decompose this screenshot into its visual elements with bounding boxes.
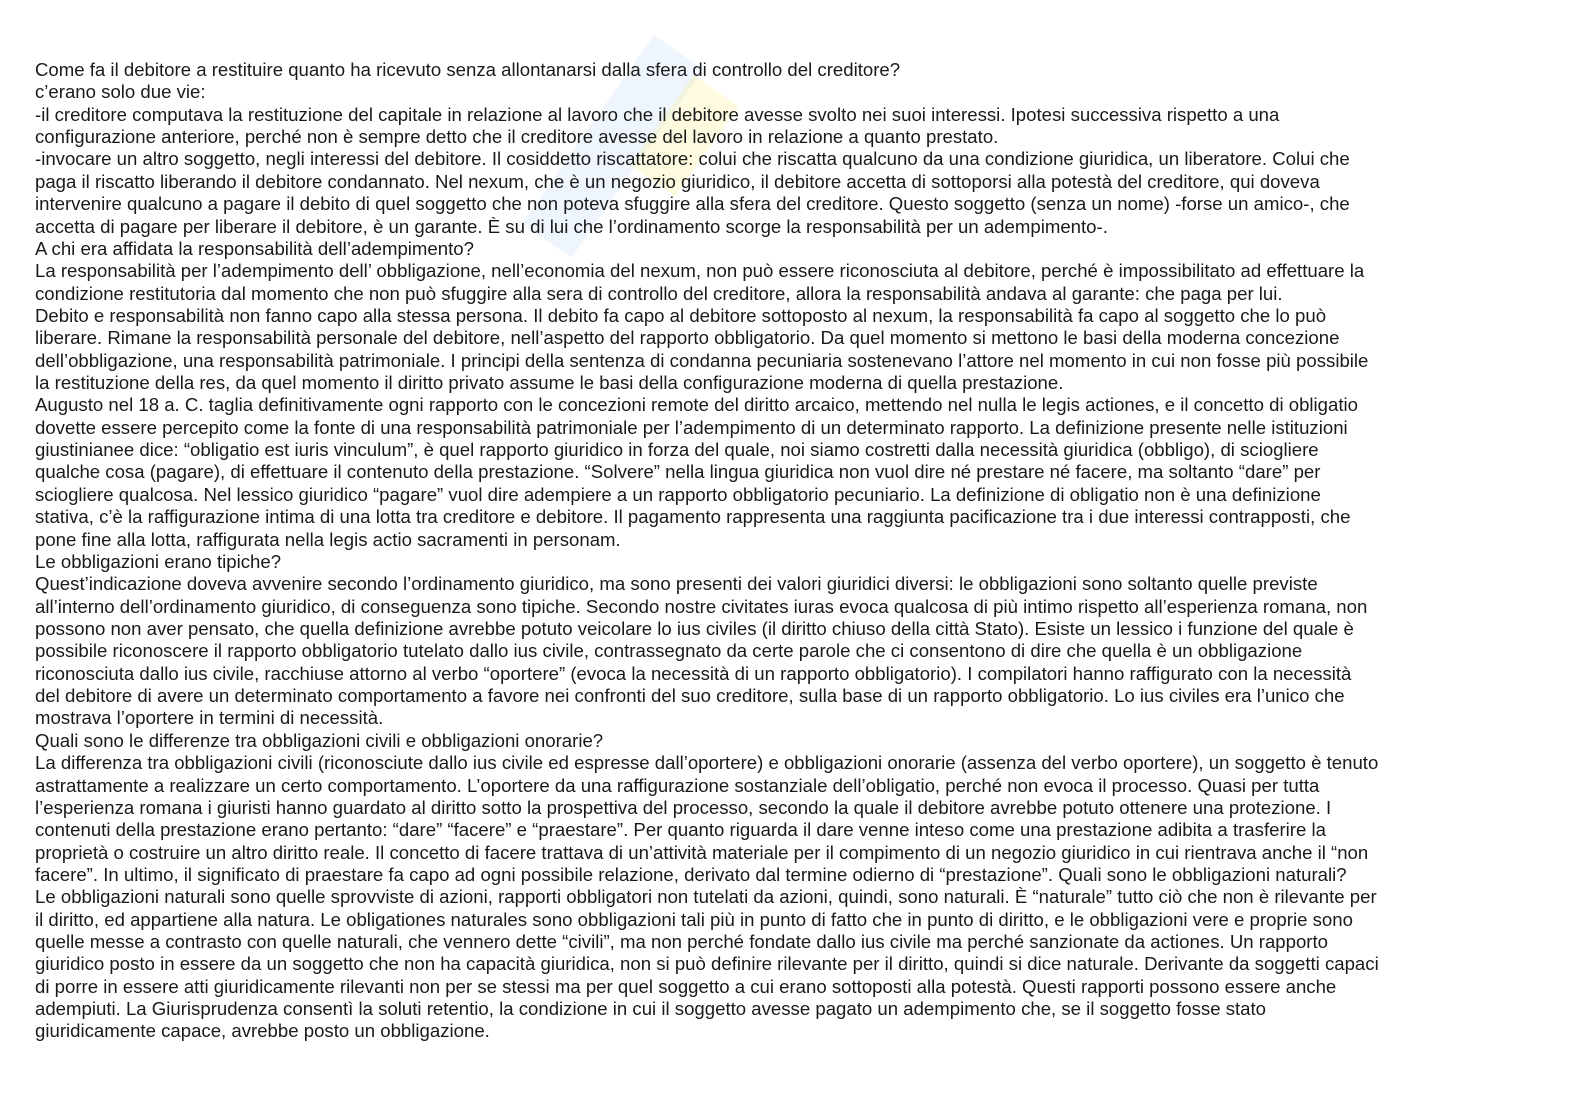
text-line: quelle messe a contrasto con quelle naturali, che vennero dette “civili”, ma non perché fondate dallo ius civile ma perché sanzionate da actiones. Un rapporto bbox=[35, 931, 1329, 953]
text-line: qualche cosa (pagare), di effettuare il contenuto della prestazione. “Solvere” nella lingua giuridica non vuol dire né prestare né facere, ma soltanto “dare” per bbox=[35, 461, 1321, 483]
text-line: -il creditore computava la restituzione del capitale in relazione al lavoro che il debitore avesse svolto nei suoi interessi. Ipotesi successiva rispetto a una bbox=[35, 103, 1280, 125]
text-line: Come fa il debitore a restituire quanto ha ricevuto senza allontanarsi dalla sfera di controllo del creditore? bbox=[35, 59, 901, 80]
text-line: condizione restitutoria dal momento che non può sfuggire alla sera di controllo del creditore, allora la responsabilità andava al garante: che paga per lui. bbox=[35, 282, 1283, 304]
text-line: A chi era affidata la responsabilità dell’adempimento? bbox=[35, 237, 474, 259]
text-line: paga il riscatto liberando il debitore condannato. Nel nexum, che è un negozio giuridico, il debitore accetta di sottoporsi alla potestà del creditore, qui doveva bbox=[35, 170, 1320, 192]
text-line: adempiuti. La Giurisprudenza consentì la soluti retentio, la condizione in cui il soggetto avesse pagato un adempimento che, se il soggetto fosse stato bbox=[35, 998, 1267, 1020]
text-line: dell’obbligazione, una responsabilità patrimoniale. I principi della sentenza di condanna pecuniaria sostenevano l’attore nel momento in cui non fosse più possibile bbox=[35, 349, 1369, 371]
text-line: astrattamente a realizzare un certo comportamento. L’oportere da una raffigurazione sostanziale dell’obligatio, perché non evoca il processo. Quasi per tutta bbox=[35, 774, 1320, 796]
text-line: dovette essere percepito come la fonte di una responsabilità patrimoniale per l’adempimento di un determinato rapporto. La definizione presente nelle istituzioni bbox=[35, 416, 1348, 438]
text-line: Debito e responsabilità non fanno capo alla stessa persona. Il debito fa capo al debitore sottoposto al nexum, la responsabilità fa capo al soggetto che lo può bbox=[35, 304, 1327, 326]
text-line: c’erano solo due vie: bbox=[35, 81, 206, 103]
text-line: stativa, c’è la raffigurazione intima di una lotta tra creditore e debitore. Il pagamento rappresenta una raggiunta pacificazione tra i due interessi contrapposti, che bbox=[35, 506, 1351, 528]
text-line: la restituzione della res, da quel momento il diritto privato assume le basi della configurazione moderna di quella prestazione. bbox=[35, 372, 1064, 394]
text-line: intervenire qualcuno a pagare il debito di quel soggetto che non poteva sfuggire alla sfera del creditore. Questo soggetto (senza un nome) -forse un amico-, che bbox=[35, 193, 1350, 215]
text-line: possibile riconoscere il rapporto obbligatorio tutelato dallo ius civile, contrassegnato da certe parole che ci consentono di dire che quella è un obbligazione bbox=[35, 640, 1303, 662]
text-line: contenuti della prestazione erano pertanto: “dare” “facere” e “praestare”. Per quanto riguarda il dare venne inteso come una prestazione adibita a trasferire la bbox=[35, 819, 1326, 841]
text-line: -invocare un altro soggetto, negli interessi del debitore. Il cosiddetto riscattatore: colui che riscatta qualcuno da una condizione giuridica, un liberatore. Colui che bbox=[35, 148, 1350, 170]
text-line: l’esperienza romana i giuristi hanno guardato al diritto sotto la prospettiva del processo, secondo la quale il debitore avrebbe potuto ottenere una protezione. I bbox=[35, 796, 1332, 818]
text-line: La differenza tra obbligazioni civili (riconosciute dallo ius civile ed espresse dall’oportere) e obbligazioni onorarie (assenza del verbo oportere), un soggetto è tenuto bbox=[35, 752, 1379, 774]
text-line: giuridicamente capace, avrebbe posto un obbligazione. bbox=[35, 1020, 490, 1042]
text-line: Le obbligazioni erano tipiche? bbox=[35, 550, 282, 572]
text-line: riconosciuta dallo ius civile, racchiuse attorno al verbo “oportere” (evoca la necessità di un rapporto obbligatorio). I compilatori hanno raffigurato con la necessità bbox=[35, 662, 1352, 684]
text-line: La responsabilità per l’adempimento dell’ obbligazione, nell’economia del nexum, non può essere riconosciuta al debitore, perché è impossibilitato ad effettuare la bbox=[35, 260, 1365, 282]
text-line: all’interno dell’ordinamento giuridico, di conseguenza sono tipiche. Secondo nostre civitates iuras evoca qualcosa di più intimo rispetto all’esperienza romana, non bbox=[35, 595, 1368, 617]
text-line: mostrava l’oportere in termini di necessità. bbox=[35, 707, 384, 729]
text-line: di porre in essere atti giuridicamente rilevanti non per se stessi ma per quel soggetto a cui erano sottoposti alla potestà. Questi rapporti possono essere anche bbox=[35, 975, 1337, 997]
text-line: giustinianee dice: “obligatio est iuris vinculum”, è quel rapporto giuridico in forza del quale, noi siamo costretti dalla necessità giuridica (obbligo), di sciogliere bbox=[35, 439, 1319, 461]
text-line: Augusto nel 18 a. C. taglia definitivamente ogni rapporto con le concezioni remote del diritto arcaico, mettendo nel nulla le legis actiones, e il concetto di obligatio bbox=[35, 394, 1359, 416]
text-line: Quest’indicazione doveva avvenire secondo l’ordinamento giuridico, ma sono presenti dei valori giuridici diversi: le obbligazioni sono soltanto quelle previste bbox=[35, 573, 1318, 595]
text-line: Quali sono le differenze tra obbligazioni civili e obbligazioni onorarie? bbox=[35, 729, 604, 751]
document-body bbox=[35, 59, 1379, 1043]
text-line: proprietà o costruire un altro diritto reale. Il concetto di facere trattava di un’attività materiale per il compimento di un negozio giuridico in cui rientrava anche il “non bbox=[35, 841, 1369, 863]
text-line: il diritto, ed appartiene alla natura. Le obligationes naturales sono obbligazioni tali più in punto di fatto che in punto di diritto, e le obbligazioni vere e proprie sono bbox=[35, 908, 1353, 930]
text-line: facere”. In ultimo, il significato di praestare fa capo ad ogni possibile relazione, derivato dal termine odierno di “prestazione”. Quali sono le obbligazioni naturali? bbox=[35, 863, 1347, 885]
text-line: sciogliere qualcosa. Nel lessico giuridico “pagare” vuol dire adempiere a un rapporto obbligatorio pecuniario. La definizione di obligatio non è una definizione bbox=[35, 483, 1321, 505]
text-line: Le obbligazioni naturali sono quelle sprovviste di azioni, rapporti obbligatori non tutelati da azioni, quindi, sono naturali. È “naturale” tutto ciò che non è rilevante per bbox=[35, 886, 1377, 908]
text-line: liberare. Rimane la responsabilità personale del debitore, nell’aspetto del rapporto obbligatorio. Da quel momento si mettono le basi della moderna concezione bbox=[35, 327, 1340, 349]
text-line: configurazione anteriore, perché non è sempre detto che il creditore avesse del lavoro in relazione a quanto prestato. bbox=[35, 126, 999, 148]
text-line: del debitore di avere un determinato comportamento a favore nei confronti del suo creditore, sulla base di un rapporto obbligatorio. Lo ius civiles era l’unico che bbox=[35, 685, 1345, 707]
text-line: possono non aver pensato, che quella definizione avrebbe potuto veicolare lo ius civiles (il diritto chiuso della città Stato). Esiste un lessico i funzione del quale è bbox=[35, 617, 1354, 639]
text-line: accetta di pagare per liberare il debitore, è un garante. È su di lui che l’ordinamento scorge la responsabilità per un adempimento-. bbox=[35, 215, 1108, 237]
text-line: giuridico posto in essere da un soggetto che non ha capacità giuridica, non si può definire rilevante per il diritto, quindi si dice naturale. Derivante da soggetti capaci bbox=[35, 953, 1379, 975]
text-line: pone fine alla lotta, raffigurata nella legis actio sacramenti in personam. bbox=[35, 528, 621, 550]
